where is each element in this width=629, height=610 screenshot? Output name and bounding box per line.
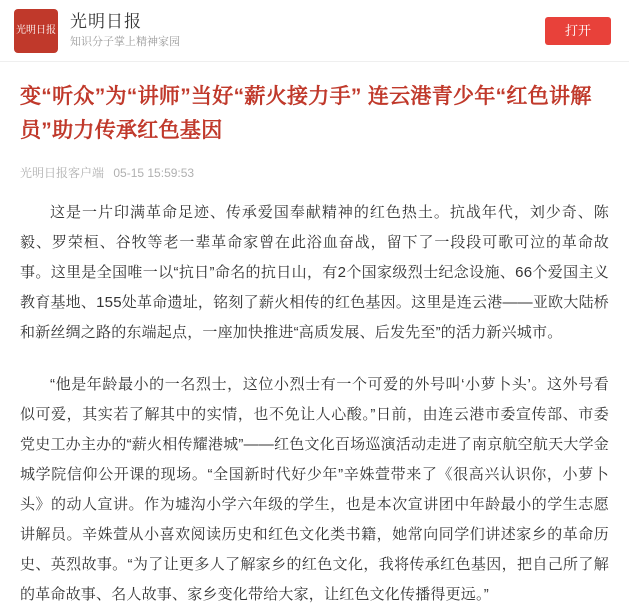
article-body (20, 198, 609, 610)
logo-text: 光明日报 (16, 25, 56, 36)
article-source: 光明日报客户端 (20, 166, 105, 180)
article-timestamp: 05-15 15:59:53 (113, 166, 195, 180)
article-container (0, 62, 629, 610)
brand-title: 光明日报 (70, 12, 142, 31)
app-header (0, 0, 629, 62)
article-paragraph: “他是年龄最小的一名烈士，这位小烈士有一个可爱的外号叫‘小萝卜头’。这外号看似可爱，其实若了解其中的实情，也不免让人心酸。”日前，由连云港市委宣传部、市委党史工办主办的“薪火相传耀港城”——红色文化百场巡演活动走进了南京航空航天大学金城学院信仰公开课的现场。“全国新时代好少年”辛姝萱带来了《很高兴认识你，小萝卜头》的动人宣讲。作为墟沟小学六年级的学生，也是本次宣讲团中年龄最小的学生志愿讲解员。辛姝萱从小喜欢阅读历史和红色文化类书籍，她常向同学们讲述家乡的革命历史、英烈故事。“为了让更多人了解家乡的红色文化，我将传承红色基因，把自己所了解的革命故事、名人故事、家乡变化带给大家，让红色文化传播得更远。” (20, 376, 609, 603)
article-paragraph: 这是一片印满革命足迹、传承爱国奉献精神的红色热土。抗战年代，刘少奇、陈毅、罗荣桓、谷牧等老一辈革命家曾在此浴血奋战，留下了一段段可歌可泣的革命故事。这里是全国唯一以“抗日”命名的抗日山，有2个国家级烈士纪念设施、66个爱国主义教育基地、155处革命遗址，铭刻了薪火相传的红色基因。这里是连云港——亚欧大陆桥和新丝绸之路的东端起点，一座加快推进“高质发展、后发先至”的活力新兴城市。 (20, 204, 609, 341)
page-title: 变“听众”为“讲师”当好“薪火接力手” 连云港青少年“红色讲解员”助力传承红色基因 (20, 85, 592, 142)
article-meta (20, 164, 609, 182)
brand-subtitle: 知识分子掌上精神家园 (70, 36, 180, 48)
newspaper-logo-icon (14, 9, 58, 53)
brand-block (70, 11, 545, 50)
open-app-button[interactable]: 打开 (545, 17, 611, 45)
